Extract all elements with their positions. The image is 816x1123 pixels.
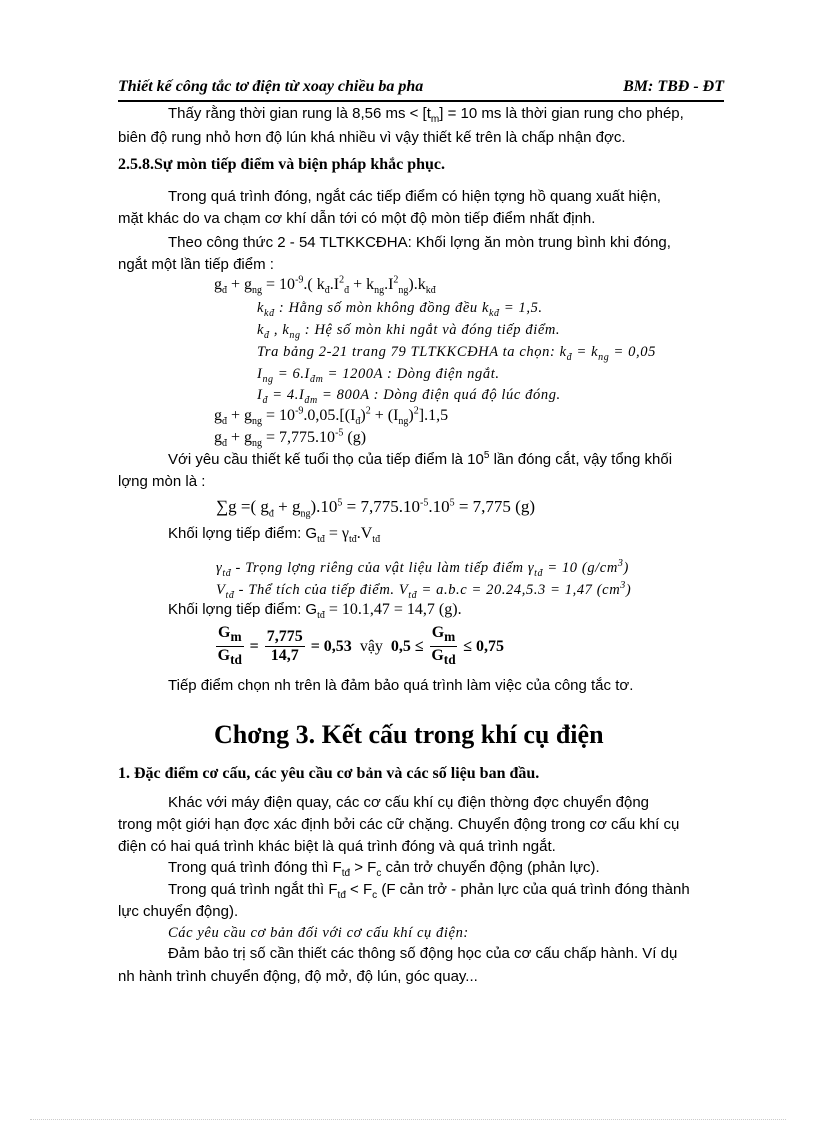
- fraction-gm-gtd: $\frac{G_m}{G_{td}}$: [217, 624, 242, 668]
- fraction-gm-gtd-2: $\frac{G_m}{G_{td}}$: [431, 624, 456, 668]
- page-header: [118, 78, 724, 102]
- text-line: Trong quá trình ngắt thì $F_{tđ} < F_c$ (F cản trở - phản lực của quá trình đóng thành: [168, 881, 690, 901]
- formula-line: $g_đ + g_{ng} = 10^{-9}$.( $k_đ.I^2_đ + k_{ng}.I^2_{ng}).k_{kđ}$: [214, 274, 436, 297]
- formula-note: $I_đ = 4.I_{đm} = 800A$ : Dòng điện quá độ lúc đóng.: [257, 387, 561, 406]
- chapter-title: Chơng 3. Kết cấu trong khí cụ điện: [214, 720, 604, 749]
- formula-note: $k_{kđ}$ : Hằng số mòn không đồng đều $k_{kđ} = 1,5$.: [257, 300, 543, 319]
- section-heading: 1. Đặc điểm cơ cấu, các yêu cầu cơ bản và các số liệu ban đầu.: [118, 765, 540, 782]
- formula-note: $\gamma_{tđ}$ - Trọng lợng riêng của vật liệu làm tiếp điểm $\gamma_{tđ} = 10$ $(g/cm^3)$: [216, 558, 629, 579]
- formula-line: ∑g =( $g_đ + g_{ng}).10^5 = 7,775.10^{-5}.10^5 = 7,775$ (g): [216, 497, 535, 520]
- formula-note: $k_đ$ , $k_{ng}$ : Hệ số mòn khi ngắt và đóng tiếp điểm.: [257, 322, 561, 341]
- text-line: ngắt một lần tiếp điểm :: [118, 256, 274, 273]
- text-line: Khối lợng tiếp điểm: $G_{tđ} = 10.1,47 = 14,7$ (g).: [168, 601, 462, 622]
- text-line: Trong quá trình đóng, ngắt các tiếp điểm có hiện tợng hồ quang xuất hiện,: [168, 188, 661, 205]
- formula-line: $g_đ + g_{ng} = 10^{-9}.0,05.[(I_đ)^2 + (I_{ng})^2].1,5$: [214, 405, 449, 428]
- text-line: lực chuyển động).: [118, 903, 239, 920]
- text-line: Đảm bảo trị số cần thiết các thông số động học của cơ cấu chấp hành. Ví dụ: [168, 945, 678, 962]
- header-department: BM: TBĐ - ĐT: [623, 78, 724, 95]
- text-line: Với yêu cầu thiết kế tuổi thọ của tiếp điểm là $10^5$ lần đóng cắt, vậy tổng khối: [168, 450, 673, 468]
- text-line: Theo công thức 2 - 54 TLTKKCĐHA: Khối lợng ăn mòn trung bình khi đóng,: [168, 234, 671, 251]
- fraction-values: $\frac{7,775}{14,7}$: [266, 628, 303, 665]
- section-heading: 2.5.8.Sự mòn tiếp điểm và biện pháp khắc phục.: [118, 156, 446, 173]
- page-bottom-border: [30, 1119, 786, 1120]
- text-line: Khối lợng tiếp điểm: $G_{tđ} = \gamma_{tđ}.V_{tđ}$: [168, 525, 381, 546]
- text-line: Thấy rằng thời gian rung là 8,56 ms < $[t_m] = 10$ ms là thời gian rung cho phép,: [168, 105, 684, 125]
- formula-note: $I_{ng} = 6.I_{đm} = 1200A$ : Dòng điện ngắt.: [257, 366, 500, 385]
- ratio-formula: $\frac{G_m}{G_{td}}$ = $\frac{7,775}{14,7}$ = 0,53 vậy 0,5 ≤ $\frac{G_m}{G_{td}}$ ≤ 0,75: [217, 624, 505, 668]
- formula-note: Tra bảng 2-21 trang 79 TLTKKCĐHA ta chọn: $k_đ = k_{ng} = 0,05$: [257, 344, 656, 363]
- text-line: Trong quá trình đóng thì $F_{tđ} > F_c$ cản trở chuyển động (phản lực).: [168, 859, 600, 879]
- header-title: Thiết kế công tắc tơ điện từ xoay chiều ba pha: [118, 78, 424, 95]
- italic-heading: Các yêu cầu cơ bản đối với cơ cấu khí cụ điện:: [168, 925, 469, 941]
- text-line: trong một giới hạn đợc xác định bởi các cữ chặng. Chuyển động trong cơ cấu khí cụ: [118, 816, 680, 833]
- text-line: điện có hai quá trình khác biệt là quá trình đóng và quá trình ngắt.: [118, 838, 556, 855]
- text-line: Khác với máy điện quay, các cơ cấu khí cụ điện thờng đợc chuyển động: [168, 794, 650, 811]
- text-line: Tiếp điểm chọn nh trên là đảm bảo quá trình làm việc của công tắc tơ.: [168, 677, 634, 694]
- text-line: biên độ rung nhỏ hơn độ lún khá nhiều vì vậy thiết kế trên là chấp nhận đợc.: [118, 129, 626, 146]
- text-line: mặt khác do va chạm cơ khí dẫn tới có một độ mòn tiếp điểm nhất định.: [118, 210, 596, 227]
- text-line: lợng mòn là :: [118, 473, 206, 490]
- formula-note: $V_{tđ}$ - Thể tích của tiếp điểm. $V_{tđ} = a.b.c = 20.24,5.3 = 1,47$ $(cm^3)$: [216, 580, 632, 601]
- text-line: nh hành trình chuyển động, độ mở, độ lún, góc quay...: [118, 968, 478, 985]
- formula-line: $g_đ + g_{ng} = 7,775.10^{-5}$ (g): [214, 427, 367, 450]
